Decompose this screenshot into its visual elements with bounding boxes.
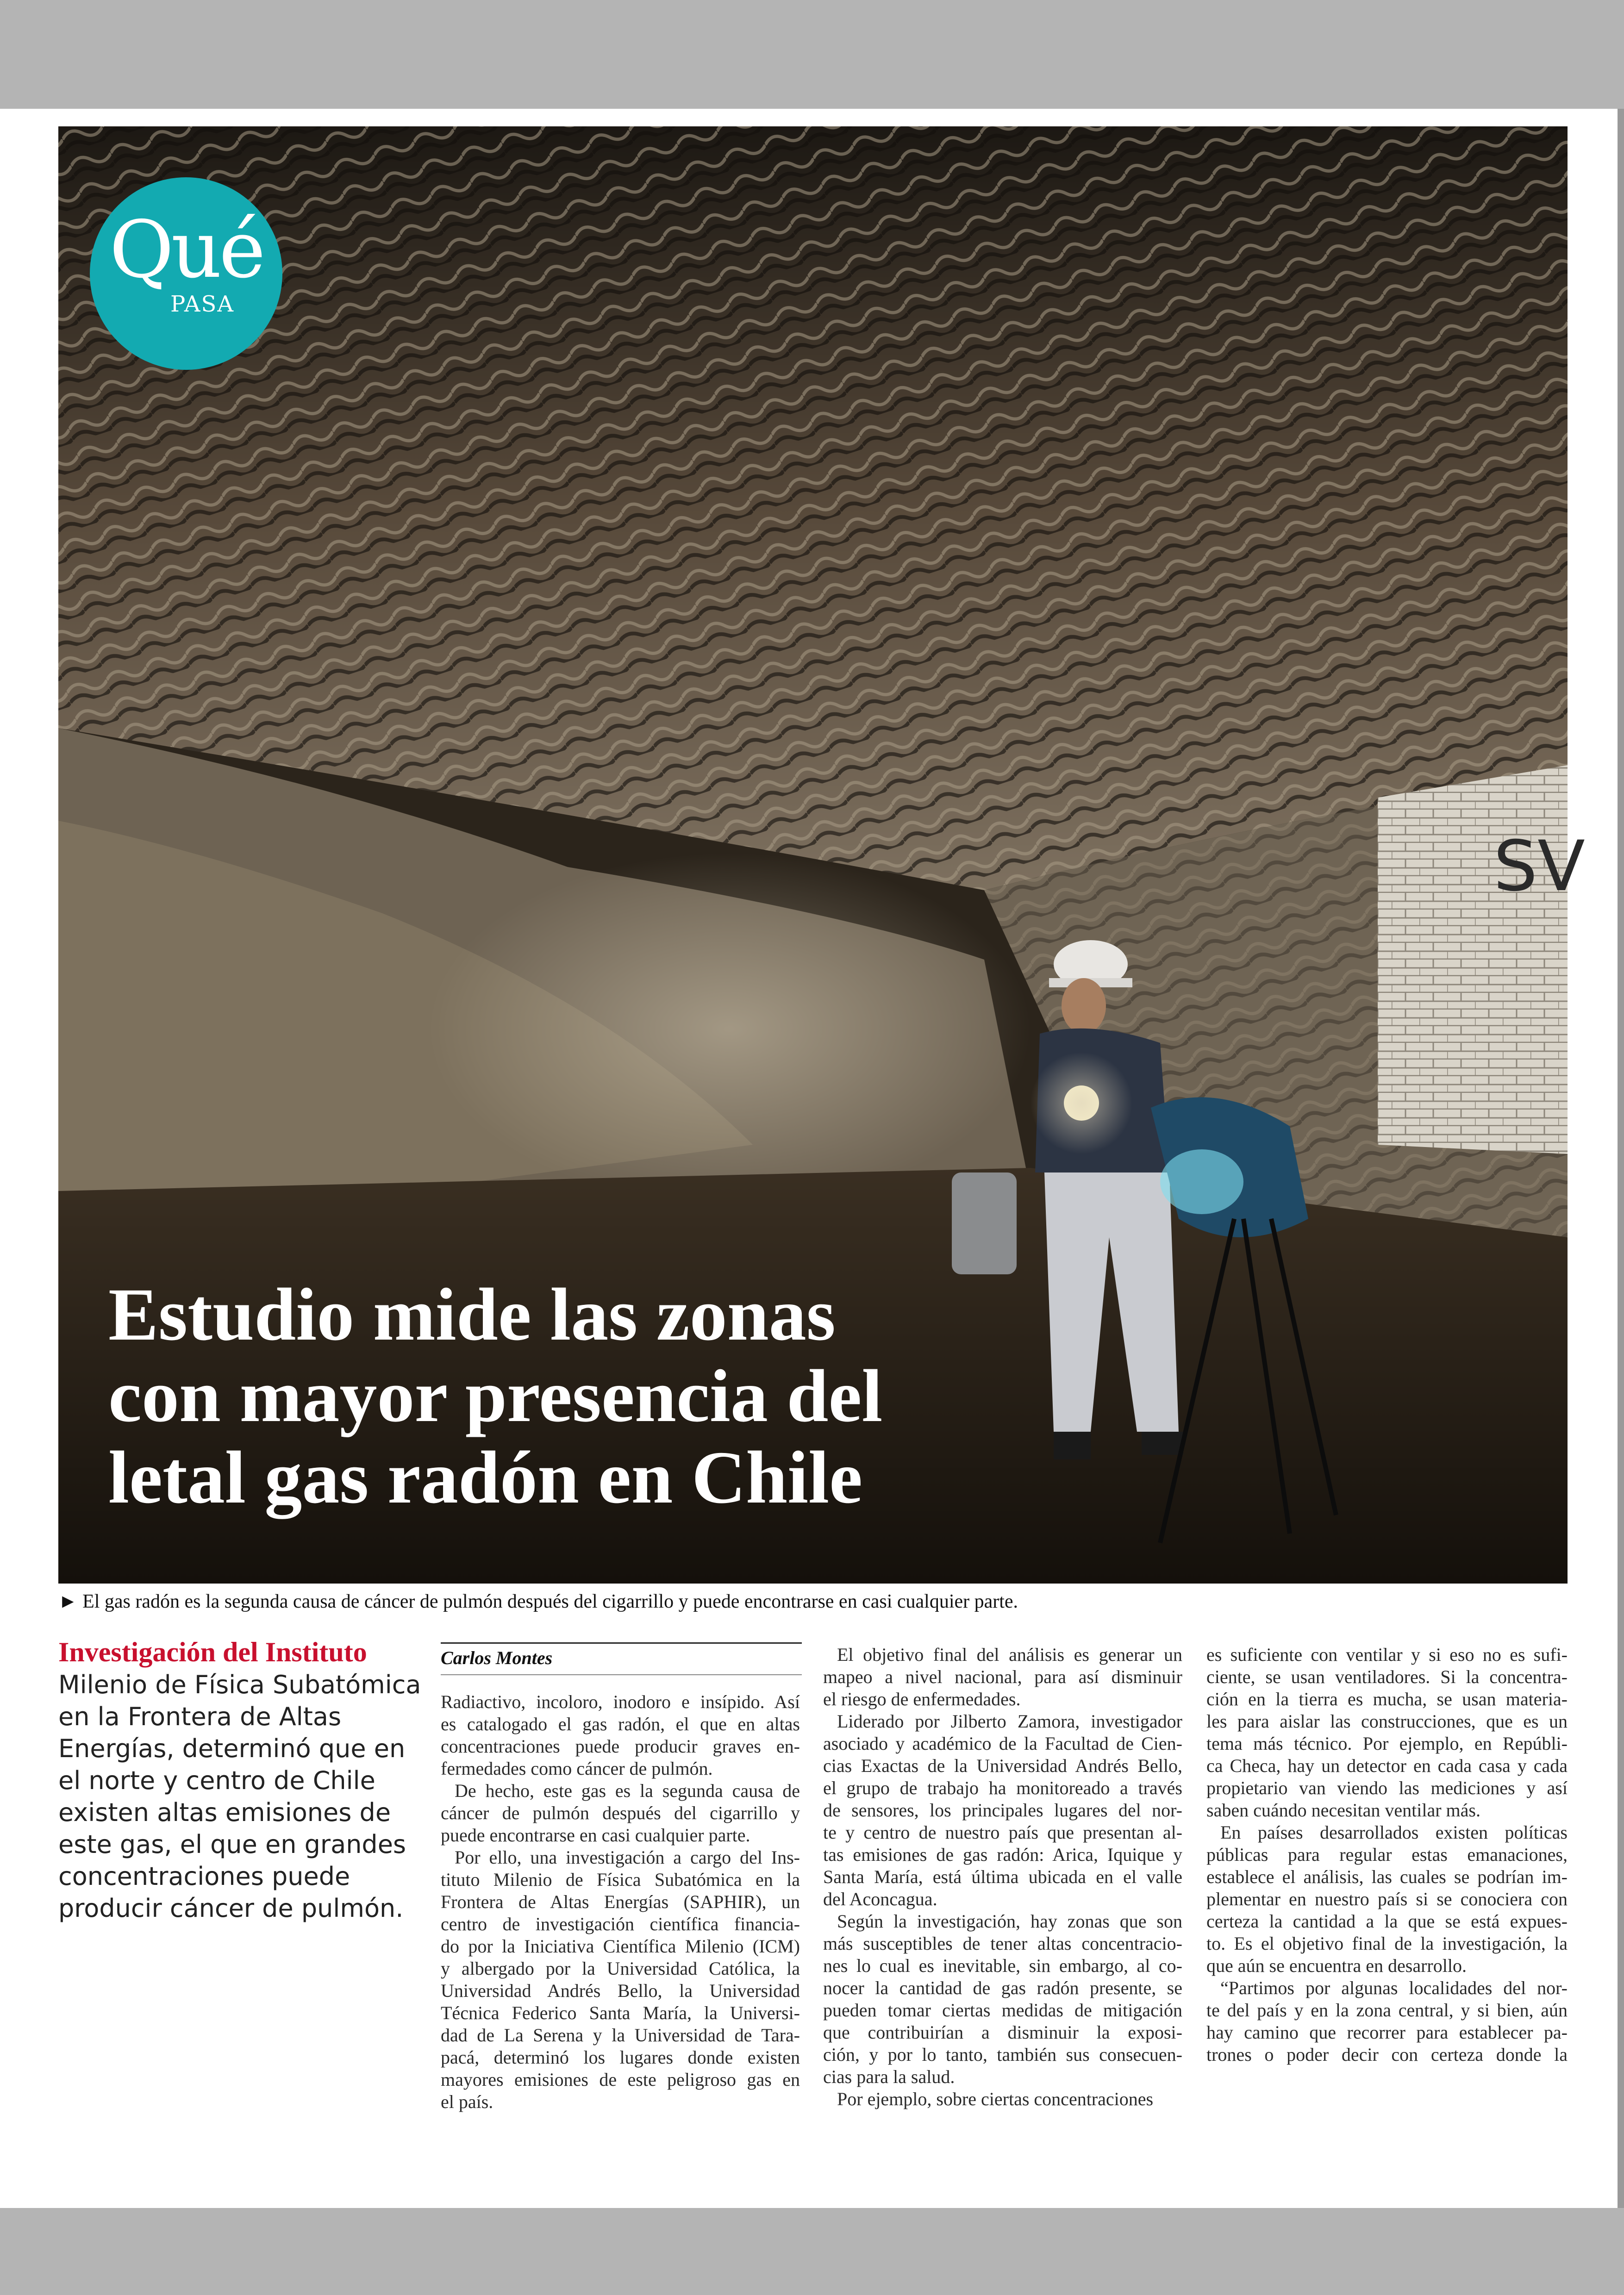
hero-photo: [58, 126, 1585, 1584]
lead-text: Milenio de Física Subatómica en la Frontera de Altas Energías, determinó que en el norte y centro de Chile existen altas emisiones de este gas, el que en grandes concentraciones puede producir cáncer de pulmón.: [58, 1670, 421, 1923]
article-text-line: tas emisiones de gas radón: Arica, Iquique y: [823, 1844, 1182, 1865]
article-text-line: Santa María, está última ubicada en el valle: [823, 1866, 1182, 1887]
article-headline: [108, 1274, 1173, 1519]
article-text-line: de sensores, los principales lugares del nor-: [823, 1800, 1182, 1821]
photo-caption: ► El gas radón es la segunda causa de cáncer de pulmón después del cigarrillo y puede encontrarse en casi cualquier parte.: [58, 1591, 1018, 1612]
article-column-1: [441, 1691, 800, 2113]
article-text-line: establece el análisis, las cuales se podrían im-: [1206, 1866, 1568, 1887]
article-column-3: [1206, 1644, 1568, 2066]
article-text-line: Liderado por Jilberto Zamora, investigador: [837, 1711, 1182, 1732]
article-text-line: hay camino que recorrer para establecer pa-: [1206, 2022, 1568, 2043]
article-text-line: dad de La Serena y la Universidad de Tara-: [441, 2025, 800, 2046]
article-text-line: es suficiente con ventilar y si eso no es sufi-: [1206, 1644, 1568, 1665]
article-text-line: pacá, determinó los lugares donde existen: [441, 2047, 800, 2068]
article-text-line: Radiactivo, incoloro, inodoro e insípido. Así: [441, 1691, 800, 1712]
headline-line: con mayor presencia del: [108, 1355, 883, 1438]
article-text-line: trones o poder decir con certeza donde la: [1206, 2044, 1568, 2065]
article-text-line: Universidad Andrés Bello, la Universidad: [441, 1980, 800, 2001]
article-text-line: que contribuirían a disminuir la exposi-: [823, 2022, 1182, 2043]
article-text-line: les para aislar las construcciones, que es un: [1206, 1711, 1568, 1732]
article-text-line: saben cuándo necesitan ventilar más.: [1206, 1800, 1480, 1821]
article-text-line: ciente, se usan ventiladores. Si la concentra-: [1206, 1666, 1568, 1687]
viewer-bottom-band: [0, 2208, 1624, 2295]
article-text-line: De hecho, este gas es la segunda causa de: [455, 1780, 800, 1801]
newspaper-page: [0, 109, 1624, 2208]
article-text-line: el riesgo de enfermedades.: [823, 1689, 1021, 1709]
article-text-line: que aún se encuentra en desarrollo.: [1206, 1955, 1467, 1976]
article-text-line: mayores emisiones de este peligroso gas en: [441, 2069, 800, 2090]
lead-paragraph: [58, 1636, 424, 1924]
article-text-line: Técnica Federico Santa María, la Universi-: [441, 2002, 800, 2023]
article-text-line: plementar en nuestro país si se conociera con: [1206, 1889, 1568, 1909]
article-text-line: asociado y académico de la Facultad de Cien-: [823, 1733, 1182, 1754]
article-text-line: do por la Iniciativa Científica Milenio (ICM): [441, 1936, 800, 1957]
article-text-line: te del país y en la zona central, y si bien, aún: [1206, 2000, 1568, 2021]
svg-text:SV: SV: [1493, 826, 1585, 907]
article-text-line: mapeo a nivel nacional, para así disminuir: [823, 1666, 1182, 1687]
article-text-line: cias para la salud.: [823, 2066, 955, 2087]
article-text-line: el grupo de trabajo ha monitoreado a través: [823, 1777, 1182, 1798]
article-text-line: del Aconcagua.: [823, 1889, 937, 1909]
que-pasa-logo: [90, 177, 282, 370]
article-text-line: “Partimos por algunas localidades del nor-: [1220, 1977, 1568, 1998]
author-byline: Carlos Montes: [441, 1642, 802, 1675]
lead-kicker: Investigación del Instituto: [58, 1637, 367, 1667]
article-text-line: to. Es el objetivo final de la investigación, la: [1206, 1933, 1568, 1954]
article-text-line: Según la investigación, hay zonas que son: [837, 1911, 1182, 1932]
article-text-line: y albergado por la Universidad Católica, la: [441, 1958, 800, 1979]
logo-pasa-text: PASA: [170, 291, 235, 317]
article-text-line: ción en la tierra es mucha, se usan materia-: [1206, 1689, 1568, 1709]
article-text-line: más susceptibles de tener altas concentracio-: [823, 1933, 1182, 1954]
article-text-line: tema más técnico. Por ejemplo, en Repúbli-: [1206, 1733, 1568, 1754]
logo-que-text: Qué: [109, 204, 263, 296]
article-text-line: Por ello, una investigación a cargo del Ins-: [455, 1847, 800, 1868]
article-text-line: nes lo cual es inevitable, sin embargo, al co-: [823, 1955, 1182, 1976]
article-column-2: [823, 1644, 1182, 2110]
article-text-line: cias Exactas de la Universidad Andrés Bello,: [823, 1755, 1182, 1776]
article-text-line: pueden tomar ciertas medidas de mitigación: [823, 2000, 1182, 2021]
headline-line: letal gas radón en Chile: [108, 1436, 863, 1519]
article-text-line: te y centro de nuestro país que presentan al-: [823, 1822, 1182, 1843]
article-text-line: propietario van viendo las mediciones y así: [1206, 1777, 1568, 1798]
article-text-line: puede encontrarse en casi cualquier parte.: [441, 1825, 750, 1846]
page-edge: [1618, 109, 1624, 2208]
article-text-line: ca Checa, hay un detector en cada casa y cada: [1206, 1755, 1568, 1776]
article-text-line: En países desarrollados existen políticas: [1220, 1822, 1568, 1843]
headline-line: Estudio mide las zonas: [108, 1273, 836, 1356]
article-text-line: el país.: [441, 2091, 493, 2112]
article-text-line: certeza la cantidad a la que se está expues-: [1206, 1911, 1568, 1932]
article-text-line: Frontera de Altas Energías (SAPHIR), un: [441, 1891, 800, 1912]
article-text-line: nocer la cantidad de gas radón presente, se: [823, 1977, 1182, 1998]
article-text-line: El objetivo final del análisis es generar un: [837, 1644, 1182, 1665]
article-text-line: Por ejemplo, sobre ciertas concentraciones: [837, 2089, 1154, 2109]
viewer-top-band: [0, 0, 1624, 109]
article-text-line: tituto Milenio de Física Subatómica en la: [441, 1869, 800, 1890]
article-text-line: centro de investigación científica financia-: [441, 1914, 800, 1934]
article-text-line: cáncer de pulmón después del cigarrillo y: [441, 1802, 800, 1823]
article-text-line: públicas para regular estas emanaciones,: [1206, 1844, 1568, 1865]
article-text-line: concentraciones puede producir graves en-: [441, 1736, 800, 1757]
article-text-line: es catalogado el gas radón, el que en altas: [441, 1714, 800, 1734]
article-text-line: ción, y por lo tanto, también sus consecuen-: [823, 2044, 1182, 2065]
article-text-line: fermedades como cáncer de pulmón.: [441, 1758, 713, 1779]
